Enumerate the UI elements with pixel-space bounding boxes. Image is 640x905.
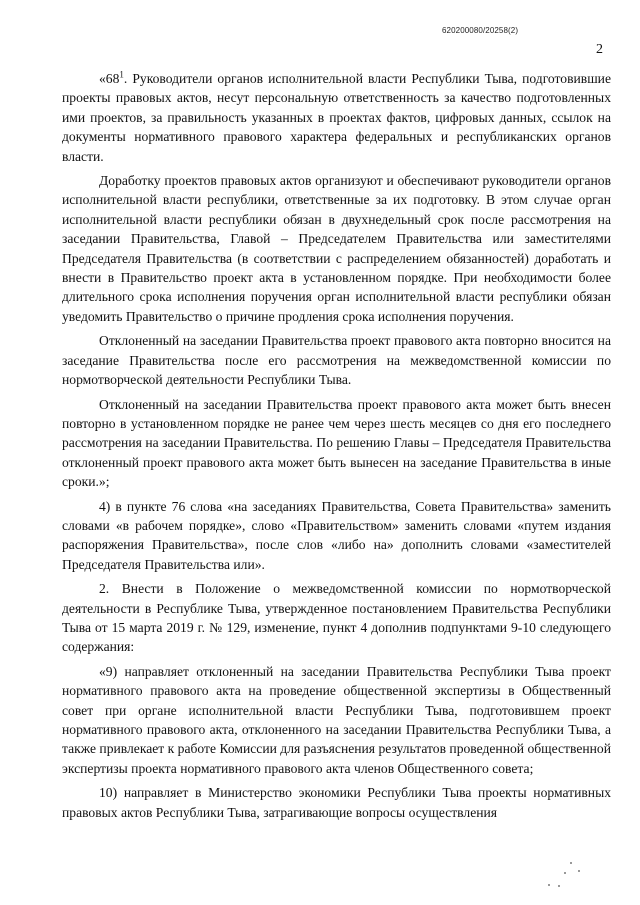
article-number: «68 <box>99 71 120 86</box>
paragraph-article-68-1 <box>62 69 611 166</box>
document-id: 620200080/20258(2) <box>442 26 519 35</box>
paragraph-subitem-9: «9) направляет отклоненный на заседании Правительства Республики Тыва проект нормативного правового акта на проведение общественной экспертизы в Общественный совет при органе исполнительной власти Республики Тыва, подготовившем проект нормативного правового акта, отклоненного на заседании Правительства Республики Тыва, а также привлекает к работе Комиссии для разъяснения результатов проведенной общественной экспертизы проекта нормативного правового акта членов Общественного совета; <box>62 663 611 776</box>
document-body <box>62 69 611 822</box>
paragraph-item-2: 2. Внести в Положение о межведомственной комиссии по нормотворческой деятельности в Республике Тыва, утвержденное постановлением Правительства Республики Тыва от 15 марта 2019 г. № 129, изменение, пункт 4 дополнив подпунктами 9-10 следующего содержания: <box>62 581 611 655</box>
paragraph-item-4: 4) в пункте 76 слова «на заседаниях Правительства, Совета Правительства» заменить словами «в рабочем порядке», слово «Правительством» заменить словами «путем издания распоряжения Правительства», после слов «либо на» дополнить словами «заместителей Председателя Правительства или». <box>62 498 611 572</box>
article-superscript: 1 <box>119 69 124 80</box>
paragraph-rejected-six-months: Отклоненный на заседании Правительства проект правового акта может быть внесен повторно в установленном порядке не ранее чем через шесть месяцев со дня его последнего рассмотрения на заседании Правительства. По решению Главы – Председателя Правительства отклоненный проект правового акта может быть вынесен на заседание Правительства в иные сроки.»; <box>62 396 611 490</box>
page-number: 2 <box>596 42 603 57</box>
paragraph-rework: Доработку проектов правовых актов организуют и обеспечивают руководители органов исполнительной власти республики, ответственные за их подготовку. В этом случае орган исполнительной власти республики обязан в двухнедельный срок после рассмотрения на заседании Правительства, Главой – Председателем Правительства или заместителями Председателя Правительства (в соответствии с распределением обязанностей) доработать и внести в Правительство проект акта в установленном порядке. При необходимости более длительного срока исполнения поручения орган исполнительной власти республики обязан уведомить Правительство о причине продления срока исполнения поручения. <box>62 173 611 324</box>
paragraph-text: . Руководители органов исполнительной власти Республики Тыва, подготовившие проекты правовых актов, несут персональную ответственность за качество подготовленных ими проектов, за правильность указанных в проектах фактов, цифровых данных, ссылок на документы нормативного правового характера федеральных и республиканских органов власти. <box>62 71 611 164</box>
paragraph-subitem-10: 10) направляет в Министерство экономики Республики Тыва проекты нормативных правовых актов Республики Тыва, затрагивающие вопросы осуществления <box>62 785 611 820</box>
paragraph-rejected-resubmit: Отклоненный на заседании Правительства проект правового акта повторно вносится на заседание Правительства после его рассмотрения на межведомственной комиссии по нормотворческой деятельности Республики Тыва. <box>62 333 611 388</box>
scan-artifacts <box>540 858 600 888</box>
